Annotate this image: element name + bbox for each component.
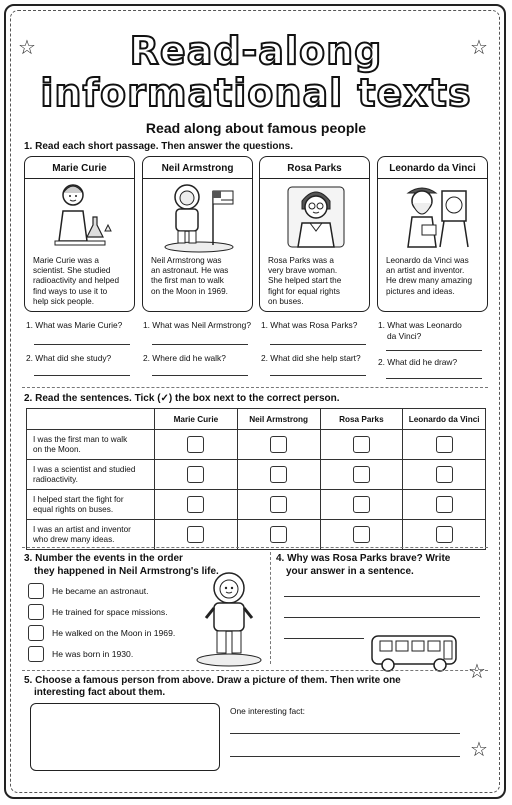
question-leonardo-2: 2. What did he draw? — [378, 357, 458, 367]
answer-line[interactable] — [152, 344, 248, 345]
event-number-box[interactable] — [28, 625, 44, 641]
card-divider — [260, 178, 369, 179]
tick-checkbox[interactable] — [270, 496, 287, 513]
question-rosa-2: 2. What did she help start? — [261, 353, 361, 363]
question-rosa-1: 1. What was Rosa Parks? — [261, 320, 358, 330]
column-divider — [270, 552, 271, 664]
table-header-empty — [27, 409, 155, 430]
section3-heading-line2: they happened in Neil Armstrong's life. — [34, 566, 219, 577]
table-row — [27, 460, 486, 490]
card-divider — [378, 178, 487, 179]
card-name: Marie Curie — [52, 163, 107, 174]
page-subtitle: Read along about famous people — [145, 120, 367, 136]
answer-line[interactable] — [34, 375, 130, 376]
question-leonardo-1a: 1. What was Leonardo — [378, 320, 462, 330]
tick-checkbox[interactable] — [187, 526, 204, 543]
card-passage: Neil Armstrong was an astronaut. He was the first man to walk on the Moon in 1969. — [151, 256, 229, 296]
event-number-box[interactable] — [28, 583, 44, 599]
question-leonardo-1b: da Vinci? — [387, 331, 422, 341]
tick-checkbox[interactable] — [436, 496, 453, 513]
fact-label: One interesting fact: — [230, 706, 305, 716]
event-number-box[interactable] — [28, 646, 44, 662]
table-row — [27, 430, 486, 460]
card-name: Neil Armstrong — [161, 163, 234, 174]
answer-line[interactable] — [284, 638, 364, 639]
table-header-row — [27, 409, 486, 430]
answer-line[interactable] — [230, 733, 460, 734]
bus-icon — [370, 632, 460, 674]
column-header: Rosa Parks — [320, 409, 403, 430]
card-name: Leonardo da Vinci — [389, 163, 476, 174]
question-marie-1: 1. What was Marie Curie? — [26, 320, 123, 330]
section5-heading-line1: 5. Choose a famous person from above. Draw a picture of them. Then write one — [24, 675, 401, 686]
answer-line[interactable] — [34, 344, 130, 345]
section3-heading-line1: 3. Number the events in the order — [24, 553, 183, 564]
star-icon: ☆ — [468, 661, 486, 683]
section1-heading: 1. Read each short passage. Then answer the questions. — [24, 141, 293, 152]
event-label: He walked on the Moon in 1969. — [52, 628, 176, 638]
answer-line[interactable] — [270, 344, 366, 345]
tick-checkbox[interactable] — [187, 436, 204, 453]
answer-line[interactable] — [284, 596, 480, 597]
answer-line[interactable] — [386, 378, 482, 379]
card-passage: Rosa Parks was a very brave woman. She helped start the fight for equal rights on buses. — [268, 256, 342, 306]
table-row — [27, 490, 486, 520]
card-marie-curie — [24, 156, 135, 312]
rosa-parks-illustration-icon — [280, 181, 352, 253]
card-name: Rosa Parks — [287, 163, 342, 174]
tick-checkbox[interactable] — [353, 466, 370, 483]
event-label: He became an astronaut. — [52, 586, 149, 596]
event-number-box[interactable] — [28, 604, 44, 620]
tick-checkbox[interactable] — [270, 526, 287, 543]
drawing-box[interactable] — [30, 703, 220, 771]
question-neil-2: 2. Where did he walk? — [143, 353, 226, 363]
tick-checkbox[interactable] — [187, 496, 204, 513]
statement-cell: I was a scientist and studied radioactivity. — [27, 460, 155, 490]
tick-checkbox[interactable] — [436, 466, 453, 483]
star-icon: ☆ — [470, 739, 488, 761]
astronaut-illustration-icon — [163, 181, 235, 253]
tick-checkbox[interactable] — [436, 436, 453, 453]
tick-checkbox[interactable] — [187, 466, 204, 483]
tick-checkbox[interactable] — [353, 436, 370, 453]
card-divider — [25, 178, 134, 179]
leonardo-illustration-icon — [398, 181, 470, 253]
statement-cell: I was an artist and inventor who drew many ideas. — [27, 520, 155, 550]
event-label: He was born in 1930. — [52, 649, 134, 659]
page-title-line1: Read-along — [129, 29, 383, 73]
section5-heading-line2: interesting fact about them. — [34, 687, 166, 698]
event-label: He trained for space missions. — [52, 607, 168, 617]
question-neil-1: 1. What was Neil Armstrong? — [143, 320, 251, 330]
section4-heading-line1: 4. Why was Rosa Parks brave? Write — [276, 553, 451, 564]
answer-line[interactable] — [386, 350, 482, 351]
answer-line[interactable] — [270, 375, 366, 376]
statement-cell: I was the first man to walk on the Moon. — [27, 430, 155, 460]
table-row — [27, 520, 486, 550]
tick-checkbox[interactable] — [270, 466, 287, 483]
card-neil-armstrong — [142, 156, 253, 312]
card-divider — [143, 178, 252, 179]
tick-table — [26, 408, 486, 550]
section-divider — [22, 387, 488, 388]
question-marie-2: 2. What did she study? — [26, 353, 112, 363]
statement-cell: I helped start the fight for equal rights on buses. — [27, 490, 155, 520]
answer-line[interactable] — [152, 375, 248, 376]
column-header: Marie Curie — [155, 409, 238, 430]
section2-heading: 2. Read the sentences. Tick (✓) the box next to the correct person. — [24, 393, 340, 404]
star-icon: ☆ — [470, 37, 488, 59]
column-header: Neil Armstrong — [237, 409, 320, 430]
section-divider — [22, 547, 488, 548]
column-header: Leonardo da Vinci — [403, 409, 486, 430]
star-icon: ☆ — [18, 37, 36, 59]
astronaut-icon — [196, 568, 262, 668]
tick-checkbox[interactable] — [353, 496, 370, 513]
card-passage: Leonardo da Vinci was an artist and inventor. He drew many amazing pictures and ideas. — [386, 256, 473, 296]
tick-checkbox[interactable] — [353, 526, 370, 543]
card-leonardo-da-vinci — [377, 156, 488, 312]
card-rosa-parks — [259, 156, 370, 312]
page-title-line2: informational texts — [40, 71, 472, 115]
marie-curie-illustration-icon — [45, 181, 117, 253]
section-divider — [22, 670, 488, 671]
section4-heading-line2: your answer in a sentence. — [286, 566, 414, 577]
answer-line[interactable] — [230, 756, 460, 757]
answer-line[interactable] — [284, 617, 480, 618]
card-passage: Marie Curie was a scientist. She studied radioactivity and helped find ways to use it to help sick people. — [33, 256, 120, 306]
tick-checkbox[interactable] — [436, 526, 453, 543]
tick-checkbox[interactable] — [270, 436, 287, 453]
